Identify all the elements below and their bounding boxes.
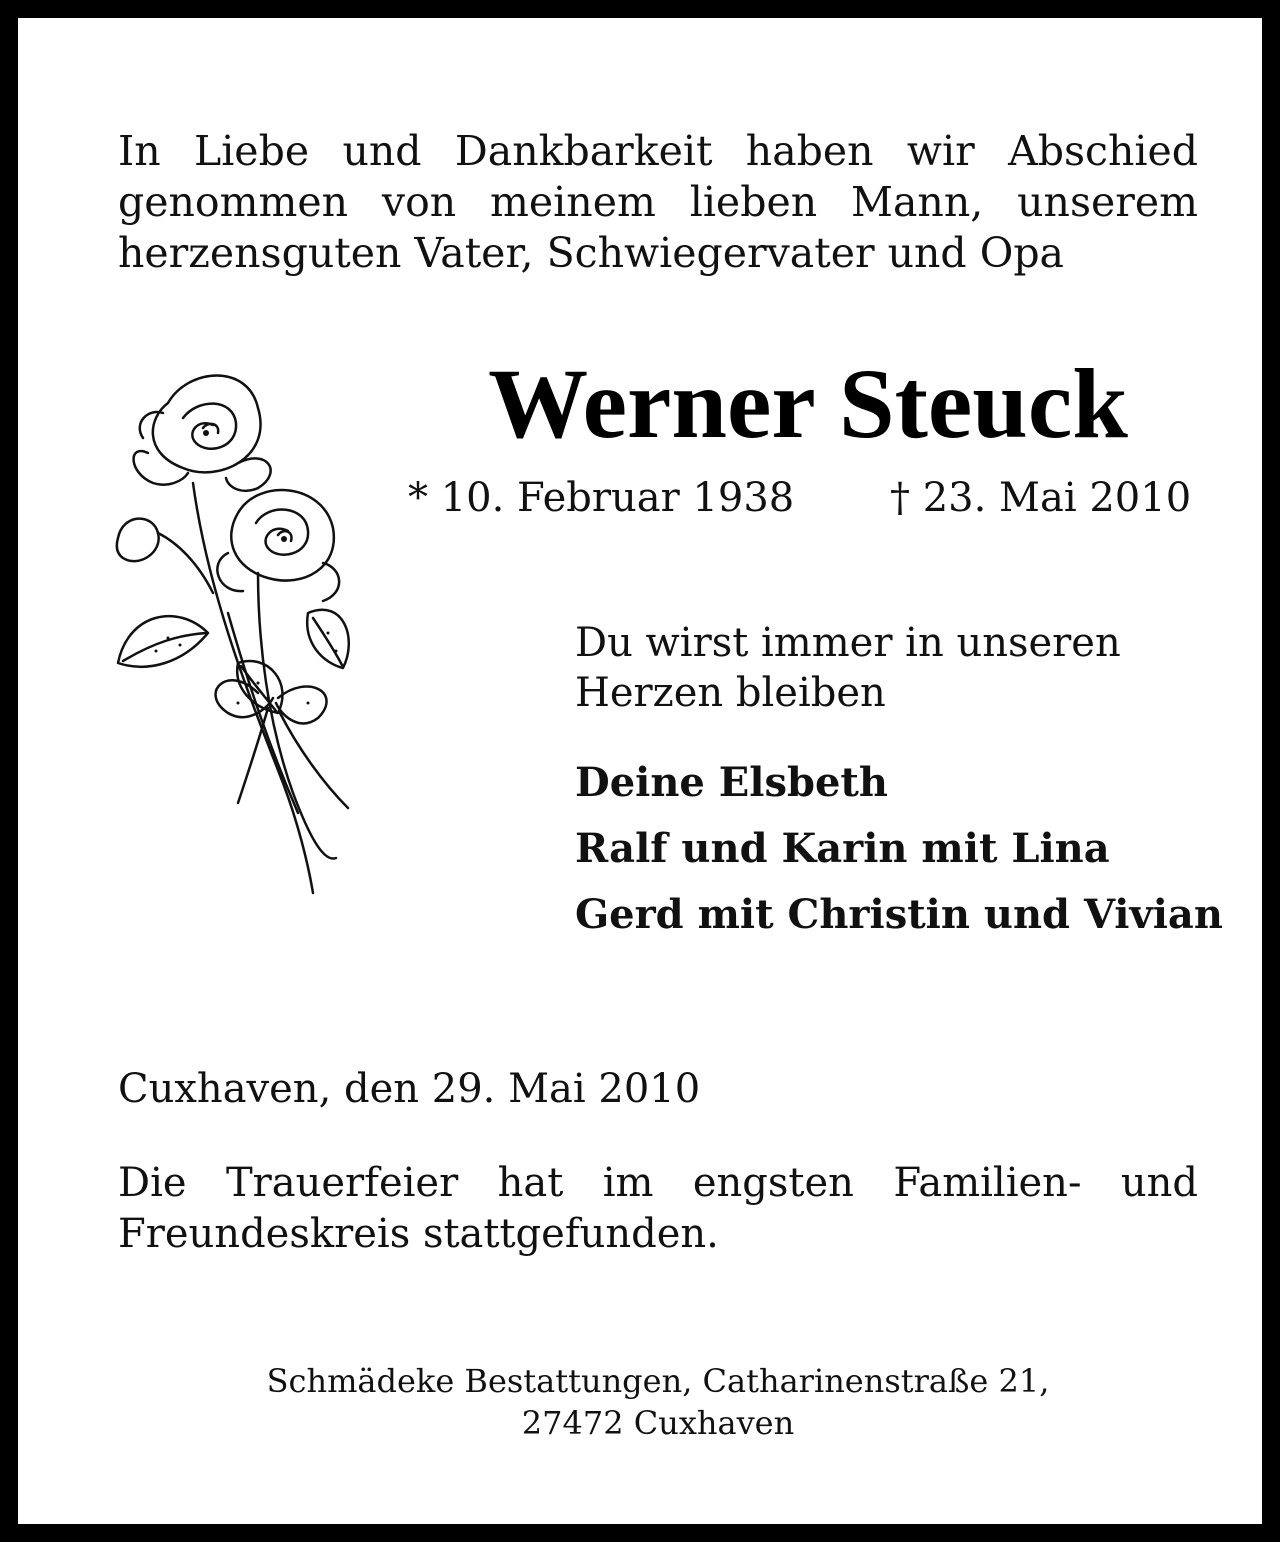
- deceased-name: Werner Steuck: [488, 348, 1128, 459]
- mourner-line: Gerd mit Christin und Vivian: [575, 891, 1223, 938]
- birth-date: * 10. Februar 1938: [408, 475, 795, 521]
- mourners-list: [575, 750, 1255, 948]
- undertaker-info: [118, 1360, 1198, 1444]
- funeral-note: Die Trauerfeier hat im engsten Familien- und Freundeskreis stattgefunden.: [118, 1160, 1198, 1257]
- mourner-line: Deine Elsbeth: [575, 759, 888, 806]
- place-and-date: Cuxhaven, den 29. Mai 2010: [118, 1066, 701, 1112]
- intro-text: In Liebe und Dankbarkeit haben wir Abschied genommen von meinem lieben Mann, unserem herzensguten Vater, Schwiegervater und Opa: [118, 127, 1198, 277]
- mourner-line: Ralf und Karin mit Lina: [575, 825, 1110, 872]
- death-date: † 23. Mai 2010: [890, 475, 1192, 521]
- rose-icon: [108, 363, 368, 903]
- memorial-quote: Du wirst immer in unseren Herzen bleiben: [575, 620, 1121, 716]
- undertaker-city: 27472 Cuxhaven: [521, 1404, 795, 1442]
- undertaker-address: Schmädeke Bestattungen, Catharinenstraße 21,: [266, 1362, 1050, 1400]
